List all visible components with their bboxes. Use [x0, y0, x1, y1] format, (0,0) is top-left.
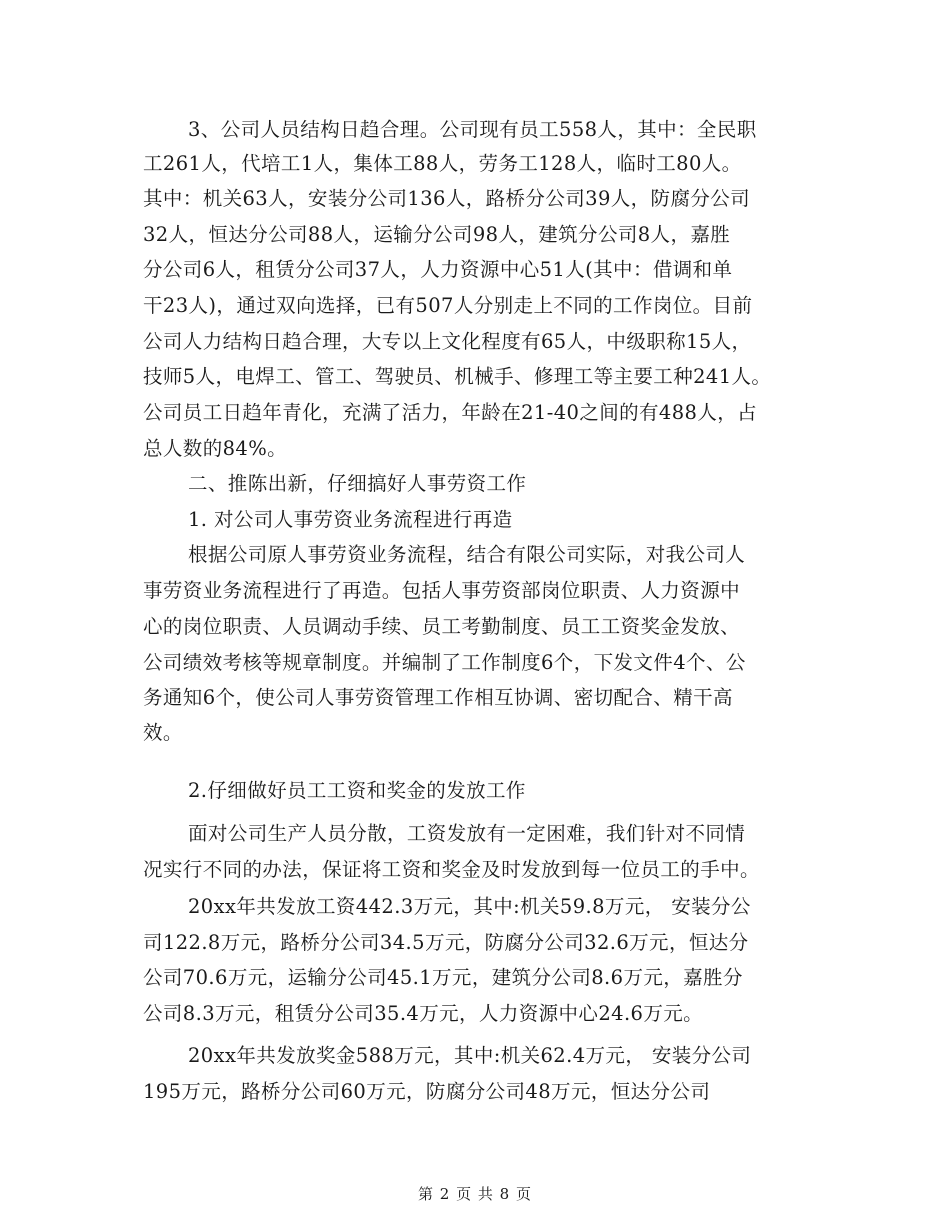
- text-line: 公司员工日趋年青化，充满了活力，年龄在21-40之间的有488人，占: [143, 401, 758, 424]
- paragraph-personnel-structure: 3、公司人员结构日趋合理。公司现有员工558人，其中：全民职: [188, 118, 757, 141]
- text-line: 工261人，代培工1人，集体工88人，劳务工128人，临时工80人。: [143, 152, 742, 175]
- section-heading: 二、推陈出新，仔细搞好人事劳资工作: [188, 472, 527, 495]
- text-line: 况实行不同的办法，保证将工资和奖金及时发放到每一位员工的手中。: [143, 858, 760, 881]
- text-line: 干23人)，通过双向选择，已有507人分别走上不同的工作岗位。目前: [143, 294, 753, 317]
- paragraph-bonus: 20xx年共发放奖金588万元，其中:机关62.4万元， 安装分公司: [188, 1044, 752, 1067]
- text-line: 分公司6人，租赁分公司37人，人力资源中心51人(其中：借调和单: [143, 258, 733, 281]
- text-line: 其中：机关63人，安装分公司136人，路桥分公司39人，防腐分公司: [143, 187, 751, 210]
- text-line: 总人数的84%。: [143, 437, 288, 460]
- text-line: 公司绩效考核等规章制度。并编制了工作制度6个，下发文件4个、公: [143, 651, 746, 674]
- subsection-heading: 2.仔细做好员工工资和奖金的发放工作: [188, 779, 526, 802]
- text-line: 195万元，路桥分公司60万元，防腐分公司48万元，恒达分公司: [143, 1080, 711, 1103]
- text-line: 32人，恒达分公司88人，运输分公司98人，建筑分公司8人，嘉胜: [143, 223, 731, 246]
- text-line: 司122.8万元，路桥分公司34.5万元，防腐分公司32.6万元，恒达分: [143, 931, 749, 954]
- subsection-heading: 1. 对公司人事劳资业务流程进行再造: [188, 508, 513, 531]
- text-line: 事劳资业务流程进行了再造。包括人事劳资部岗位职责、人力资源中: [143, 579, 741, 602]
- paragraph-wages: 20xx年共发放工资442.3万元，其中:机关59.8万元， 安装分公: [188, 895, 751, 918]
- text-line: 公司70.6万元，运输分公司45.1万元，建筑分公司8.6万元，嘉胜分: [143, 966, 743, 989]
- text-line: 公司人力结构日趋合理，大专以上文化程度有65人，中级职称15人，: [143, 330, 752, 353]
- text-line: 技师5人，电焊工、管工、驾驶员、机械手、修理工等主要工种241人。: [143, 365, 772, 388]
- text-line: 公司8.3万元，租赁分公司35.4万元，人力资源中心24.6万元。: [143, 1002, 704, 1025]
- text-line: 心的岗位职责、人员调动手续、员工考勤制度、员工工资奖金发放、: [143, 615, 741, 638]
- text-line: 务通知6个，使公司人事劳资管理工作相互协调、密切配合、精干高: [143, 686, 733, 709]
- text-line: 效。: [143, 721, 183, 744]
- page-footer: 第 2 页 共 8 页: [418, 1185, 532, 1203]
- paragraph-process-reengineering: 根据公司原人事劳资业务流程，结合有限公司实际，对我公司人: [188, 543, 746, 566]
- paragraph-payroll: 面对公司生产人员分散，工资发放有一定困难，我们针对不同情: [188, 822, 746, 845]
